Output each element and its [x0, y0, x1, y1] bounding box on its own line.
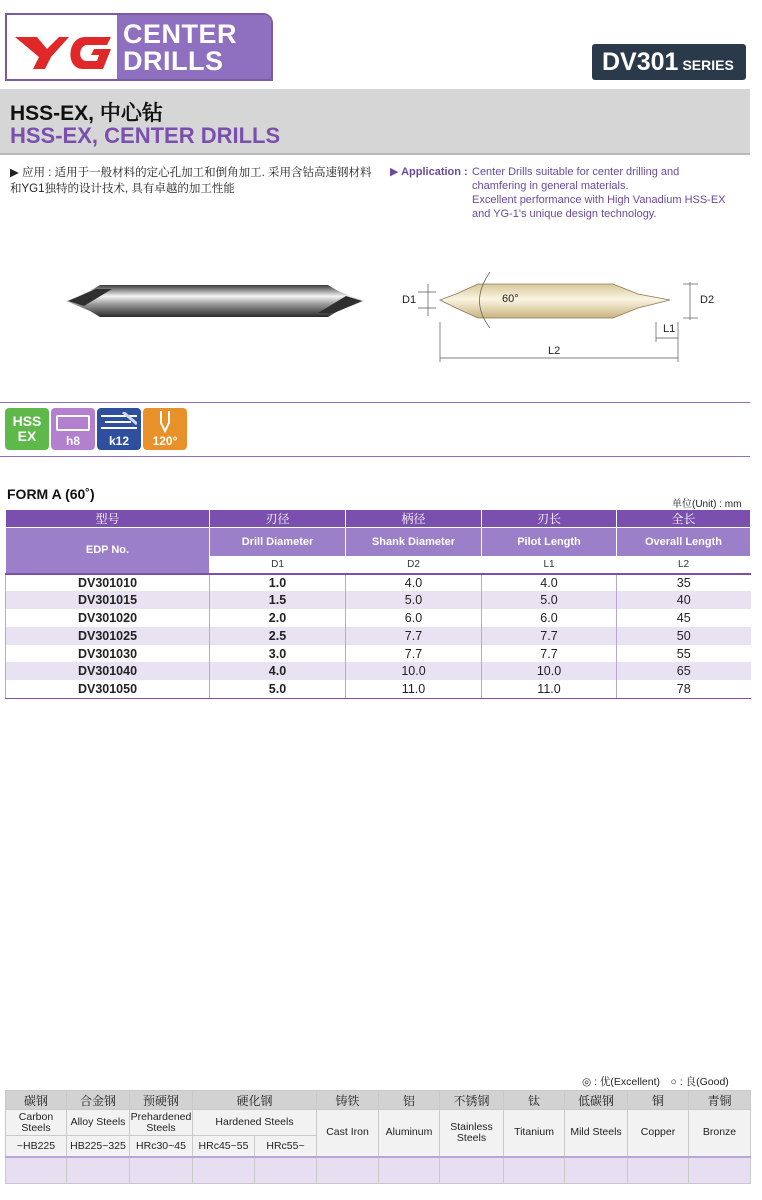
series-suffix: SERIES	[682, 57, 734, 73]
table-row	[6, 680, 751, 698]
table-row	[6, 627, 751, 645]
material-cn-cast-iron: 铸铁	[317, 1091, 379, 1110]
table-row	[6, 591, 751, 609]
application-cn-text: 适用于一般材料的定心孔加工和倒角加工. 采用含钴高速钢材料和YG1独特的设计技术, 具有卓越的加工性能	[10, 167, 372, 195]
header-cn-drill: 刃径	[210, 510, 346, 528]
overall-length-cell: 40	[617, 591, 751, 609]
hss-ex-icon	[5, 408, 49, 450]
table-row	[6, 574, 751, 592]
material-cn-copper: 铜	[628, 1091, 689, 1110]
material-en-bronze: Bronze	[689, 1110, 751, 1157]
material-en-cast-iron: Cast Iron	[317, 1110, 379, 1157]
application-en-line: Center Drills suitable for center drilling and	[472, 166, 680, 178]
hardness-alloy: HB225~325	[67, 1136, 130, 1157]
pilot-length-cell: 7.7	[482, 645, 617, 663]
pilot-length-cell: 7.7	[482, 627, 617, 645]
shank-diameter-cell: 10.0	[346, 662, 482, 680]
hardness-prehardened: HRc30~45	[130, 1136, 193, 1157]
overall-length-cell: 55	[617, 645, 751, 663]
header-cn-edp: 型号	[6, 510, 210, 528]
suitability-cell	[628, 1157, 689, 1184]
pilot-length-cell: 4.0	[482, 574, 617, 592]
symbol-l2: L2	[617, 557, 751, 574]
label-d2: D2	[700, 294, 715, 306]
h8-shank-icon	[51, 408, 95, 450]
page-title-en: HSS-EX, CENTER DRILLS	[10, 123, 281, 148]
shank-diameter-cell: 11.0	[346, 680, 482, 698]
drill-diameter-cell: 5.0	[210, 680, 346, 698]
suitability-cell	[379, 1157, 440, 1184]
shank-diameter-cell: 7.7	[346, 627, 482, 645]
application-en-label: ▶ Application :	[390, 166, 468, 178]
pilot-length-cell: 5.0	[482, 591, 617, 609]
material-cn-carbon: 碳钢	[6, 1091, 67, 1110]
header-drill-diameter: Drill Diameter	[210, 528, 346, 557]
spec-table	[5, 509, 751, 699]
page-title-cn: HSS-EX, 中心钻	[10, 102, 163, 125]
material-cn-mild: 低碳钢	[565, 1091, 628, 1110]
material-en-carbon: Carbon Steels	[6, 1110, 67, 1136]
product-line-title	[117, 15, 273, 79]
header-edp: EDP No.	[6, 528, 210, 574]
drill-diameter-cell: 1.0	[210, 574, 346, 592]
application-en-text	[472, 165, 757, 221]
drill-diameter-cell: 1.5	[210, 591, 346, 609]
overall-length-cell: 35	[617, 574, 751, 592]
header-overall-length: Overall Length	[617, 528, 751, 557]
suitability-row	[6, 1157, 751, 1184]
material-cn-titanium: 钛	[504, 1091, 565, 1110]
drill-diameter-cell: 2.0	[210, 609, 346, 627]
application-en-line: and YG-1's unique design technology.	[472, 208, 657, 220]
form-title: FORM A (60˚)	[7, 486, 95, 502]
shank-diameter-cell: 6.0	[346, 609, 482, 627]
title-bar	[0, 89, 750, 155]
suitability-cell	[193, 1157, 255, 1184]
shank-shape-icon	[56, 415, 90, 431]
yg-logo-mark	[7, 15, 117, 79]
technical-drawing	[398, 262, 728, 372]
material-cn-prehardened: 预硬钢	[130, 1091, 193, 1110]
header-cn-shank: 柄径	[346, 510, 482, 528]
header-cn-overall: 全长	[617, 510, 751, 528]
shank-diameter-cell: 4.0	[346, 574, 482, 592]
suitability-legend: ◎ : 优(Excellent) ○ : 良(Good)	[582, 1076, 729, 1088]
edp-cell: DV301040	[6, 662, 210, 680]
unit-label: 单位(Unit) : mm	[672, 499, 742, 510]
material-en-titanium: Titanium	[504, 1110, 565, 1157]
suitability-cell	[255, 1157, 317, 1184]
edp-cell: DV301050	[6, 680, 210, 698]
application-cn	[10, 165, 380, 197]
hardness-carbon: ~HB225	[6, 1136, 67, 1157]
suitability-cell	[6, 1157, 67, 1184]
k12-label: k12	[108, 434, 130, 448]
suitability-cell	[440, 1157, 504, 1184]
drill-diameter-cell: 2.5	[210, 627, 346, 645]
label-l2: L2	[548, 345, 561, 357]
section-divider	[0, 402, 750, 403]
h8-label: h8	[65, 434, 80, 448]
header-shank-diameter: Shank Diameter	[346, 528, 482, 557]
header-pilot-length: Pilot Length	[482, 528, 617, 557]
suitability-cell	[565, 1157, 628, 1184]
k12-tolerance-icon	[97, 408, 141, 450]
suitability-cell	[130, 1157, 193, 1184]
material-cn-bronze: 青铜	[689, 1091, 751, 1110]
pilot-length-cell: 10.0	[482, 662, 617, 680]
symbol-d2: D2	[346, 557, 482, 574]
hardness-hardened-low: HRc45~55	[193, 1136, 255, 1157]
table-row	[6, 645, 751, 663]
product-photo	[66, 276, 366, 326]
header-cn-pilot: 刃长	[482, 510, 617, 528]
material-cn-stainless: 不锈钢	[440, 1091, 504, 1110]
suitability-cell	[504, 1157, 565, 1184]
material-cn-aluminum: 铝	[379, 1091, 440, 1110]
series-badge	[592, 44, 746, 80]
overall-length-cell: 65	[617, 662, 751, 680]
table-row	[6, 662, 751, 680]
brand-logo	[5, 13, 273, 81]
suitability-cell	[67, 1157, 130, 1184]
material-cn-alloy: 合金钢	[67, 1091, 130, 1110]
material-cn-hardened: 硬化钢	[193, 1091, 317, 1110]
pilot-length-cell: 11.0	[482, 680, 617, 698]
shank-diameter-cell: 5.0	[346, 591, 482, 609]
material-en-mild: Mild Steels	[565, 1110, 628, 1157]
material-en-copper: Copper	[628, 1110, 689, 1157]
application-cn-label: ▶ 应用 :	[10, 167, 52, 179]
label-d1: D1	[402, 294, 417, 306]
edp-cell: DV301015	[6, 591, 210, 609]
material-en-hardened: Hardened Steels	[193, 1110, 317, 1136]
edp-cell: DV301030	[6, 645, 210, 663]
drill-diameter-cell: 3.0	[210, 645, 346, 663]
angle-120-icon	[143, 408, 187, 450]
material-en-alloy: Alloy Steels	[67, 1110, 130, 1136]
section-divider	[0, 456, 750, 457]
label-angle: 60°	[502, 293, 519, 305]
material-en-aluminum: Aluminum	[379, 1110, 440, 1157]
hardness-hardened-high: HRc55~	[255, 1136, 317, 1157]
material-en-stainless: Stainless Steels	[440, 1110, 504, 1157]
pilot-length-cell: 6.0	[482, 609, 617, 627]
overall-length-cell: 45	[617, 609, 751, 627]
product-line-1: CENTER	[123, 19, 238, 49]
label-l1: L1	[663, 323, 676, 335]
symbol-l1: L1	[482, 557, 617, 574]
edp-cell: DV301020	[6, 609, 210, 627]
application-en-line: chamfering in general materials.	[472, 180, 629, 192]
edp-cell: DV301025	[6, 627, 210, 645]
product-line-2: DRILLS	[123, 46, 224, 76]
shank-diameter-cell: 7.7	[346, 645, 482, 663]
suitability-cell	[689, 1157, 751, 1184]
hss-ex-icon-line2: EX	[17, 428, 37, 444]
drill-diameter-cell: 4.0	[210, 662, 346, 680]
hss-ex-icon-line1: HSS	[12, 413, 42, 429]
application-en-line: Excellent performance with High Vanadium HSS-EX	[472, 194, 726, 206]
overall-length-cell: 78	[617, 680, 751, 698]
suitability-cell	[317, 1157, 379, 1184]
symbol-d1: D1	[210, 557, 346, 574]
overall-length-cell: 50	[617, 627, 751, 645]
series-code: DV301	[602, 48, 679, 76]
material-table	[5, 1090, 751, 1184]
edp-cell: DV301010	[6, 574, 210, 592]
material-en-prehardened: Prehardened Steels	[130, 1110, 192, 1134]
angle-label: 120°	[152, 434, 178, 448]
table-row	[6, 609, 751, 627]
